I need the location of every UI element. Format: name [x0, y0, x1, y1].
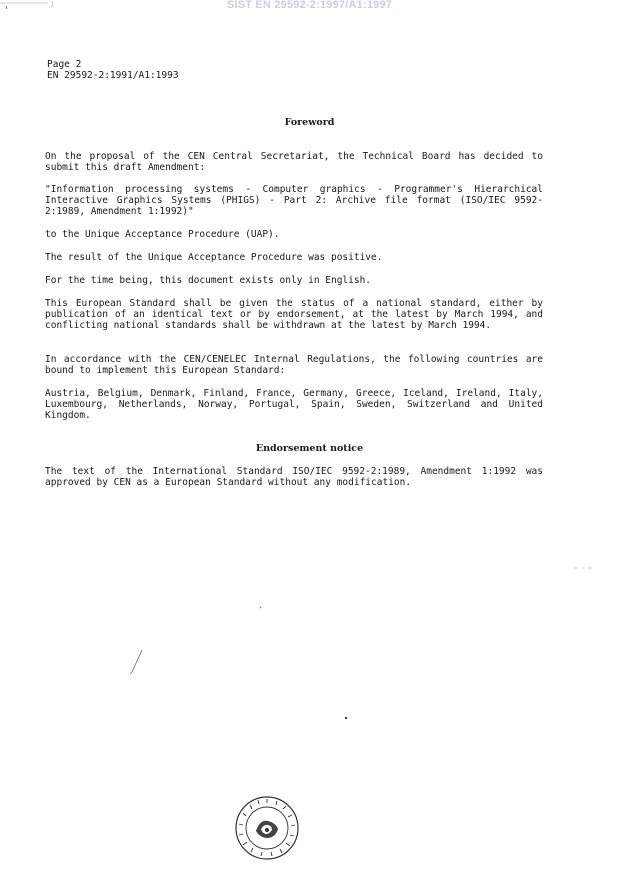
scan-speck [344, 716, 348, 720]
page-header [47, 59, 179, 81]
foreword-paragraph: Austria, Belgium, Denmark, Finland, France, Germany, Greece, Iceland, Ireland, Italy, Luxembourg, Netherlands, Norway, Portugal, Spain, Sweden, Switzerland and United Kingdom. [45, 388, 543, 422]
foreword-paragraph: In accordance with the CEN/CENELEC Internal Regulations, the following countries are bound to implement this European Standard: [45, 354, 543, 377]
foreword-paragraph: This European Standard shall be given the status of a national standard, either by publication of an identical text or by endorsement, at the latest by March 1994, and conflicting national standards shall be withdrawn at the latest by March 1994. [45, 298, 543, 332]
scan-dash [574, 566, 594, 570]
document-id: EN 29592-2:1991/A1:1993 [47, 70, 179, 81]
pen-stroke [128, 648, 148, 676]
foreword-heading: Foreword [284, 117, 335, 128]
foreword-paragraph: to the Unique Acceptance Procedure (UAP). [45, 229, 280, 240]
scan-speck [259, 606, 262, 609]
endorsement-text: The text of the International Standard ISO/IEC 9592-2:1989, Amendment 1:1992 was approved by CEN as a European Standard without any modification. [45, 466, 543, 489]
foreword-paragraph: For the time being, this document exists only in English. [45, 275, 372, 286]
endorsement-heading: Endorsement notice [255, 443, 364, 454]
foreword-paragraph: On the proposal of the CEN Central Secretariat, the Technical Board has decided to submit this draft Amendment: [45, 151, 543, 174]
foreword-paragraph: The result of the Unique Acceptance Procedure was positive. [45, 252, 383, 263]
institution-stamp [234, 795, 300, 861]
document-watermark: SIST EN 29592-2:1997/A1:1997 [226, 0, 393, 11]
page-number: Page 2 [47, 59, 82, 70]
scan-mark [0, 0, 60, 12]
foreword-paragraph: "Information processing systems - Computer graphics - Programmer's Hierarchical Interactive Graphics Systems (PHIGS) - Part 2: Archive file format (ISO/IEC 9592-2:1989, Amendment 1:1992)" [45, 184, 543, 218]
